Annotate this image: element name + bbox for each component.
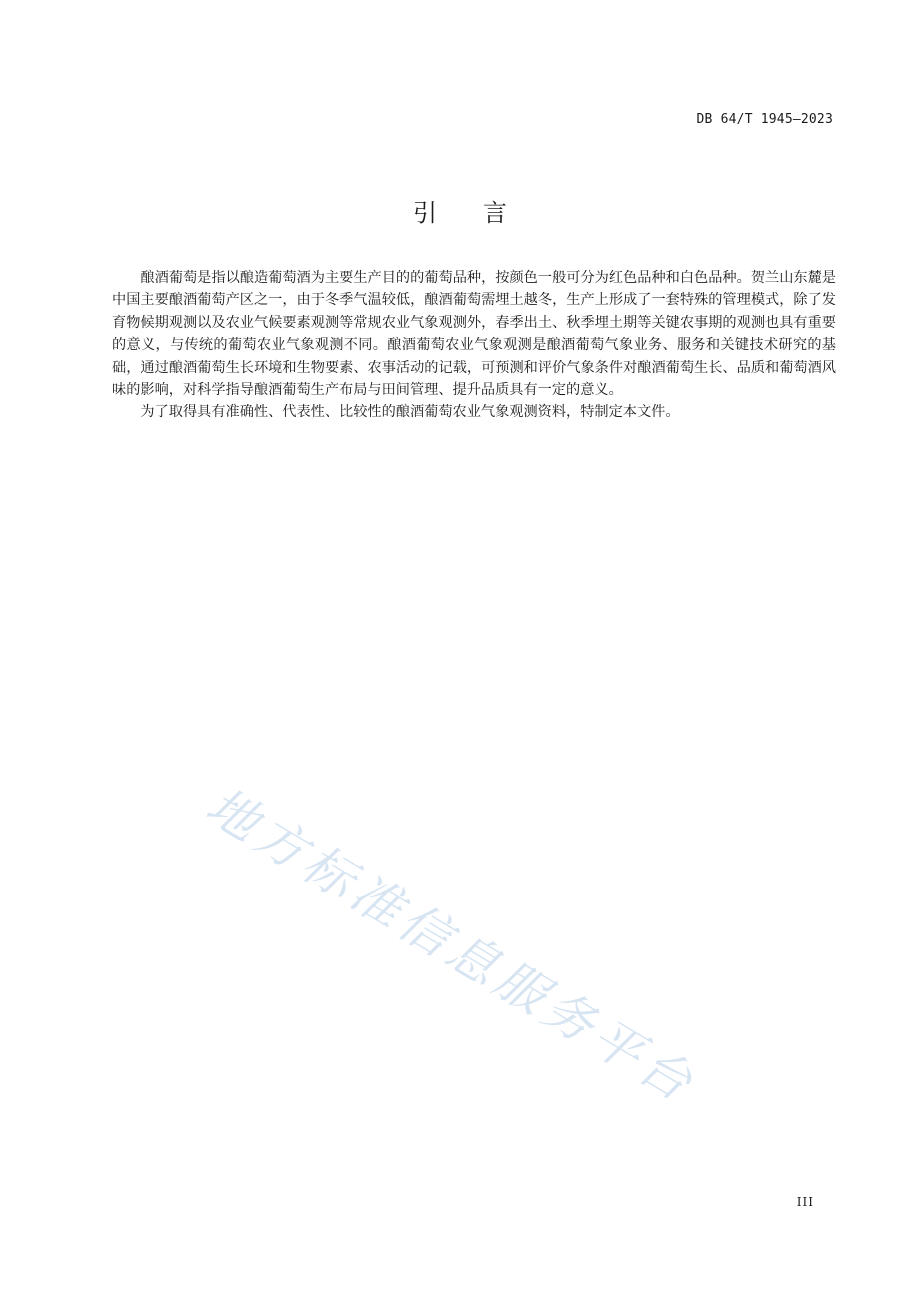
standard-code: DB 64/T 1945—2023 <box>696 112 833 127</box>
page-title <box>0 193 920 228</box>
watermark: 地方标准信息服务平台 <box>196 776 707 1115</box>
paragraph-2: 为了取得具有准确性、代表性、比较性的酿酒葡萄农业气象观测资料，特制定本文件。 <box>140 404 680 421</box>
introduction-body <box>112 267 836 424</box>
page-number: III <box>796 1195 814 1209</box>
page-title-char-1: 引 <box>413 199 437 227</box>
paragraph-1: 酿酒葡萄是指以酿造葡萄酒为主要生产目的的葡萄品种，按颜色一般可分为红色品种和白色品种。贺兰山东麓是中国主要酿酒葡萄产区之一，由于冬季气温较低，酿酒葡萄需埋土越冬，生产上形成了一套特殊的管理模式，除了发育物候期观测以及农业气候要素观测等常规农业气象观测外，春季出土、秋季埋土期等关键农事期的观测也具有重要的意义，与传统的葡萄农业气象观测不同。酿酒葡萄农业气象观测是酿酒葡萄气象业务、服务和关键技术研究的基础，通过酿酒葡萄生长环境和生物要素、农事活动的记载，可预测和评价气象条件对酿酒葡萄生长、品质和葡萄酒风味的影响，对科学指导酿酒葡萄生产布局与田间管理、提升品质具有一定的意义。 <box>112 270 836 399</box>
page-title-char-2: 言 <box>483 199 507 227</box>
